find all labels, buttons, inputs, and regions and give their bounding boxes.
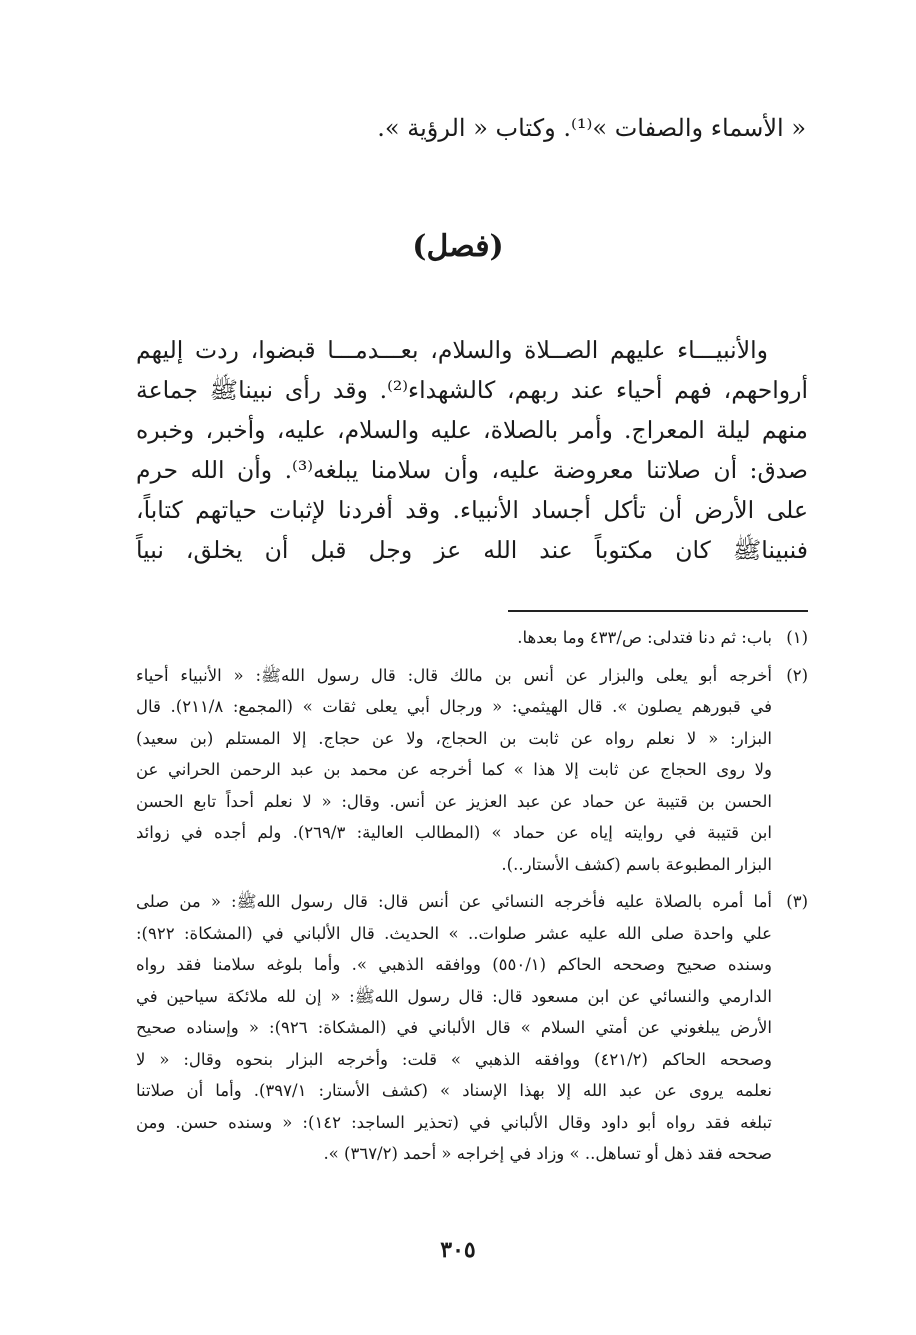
body-line: فنبيناﷺ كان مكتوباً عند الله عز وجل قبل أن يخلق، نبياً: [136, 536, 808, 564]
footnote-line: تبلغه فقد رواه أبو داود وقال الألباني في (تحذير الساجد: ١٤٢): « وسنده حسن. ومن: [136, 1112, 772, 1132]
body-line: صدق: أن صلاتنا معروضة عليه، وأن سلامنا يبلغه⁽³⁾. وأن الله حرم: [136, 456, 808, 484]
footnote-line: الحسن بن قتيبة عن حماد عن عبد العزيز عن أنس. وقال: « لا نعلم أحداً تابع الحسن: [136, 791, 772, 811]
body-line: منهم ليلة المعراج. وأمر بالصلاة، عليه والسلام، عليه، وأخبر، وخبره: [136, 416, 808, 444]
body-paragraph: [136, 330, 808, 570]
footnote-line: في قبورهم يصلون ». قال الهيثمي: « ورجال أبي يعلى ثقات » (المجمع: ٢١١/٨). قال: [136, 697, 772, 716]
footnote-line: وصححه الحاكم (٤٢١/٢) ووافقه الذهبي » قلت: وأخرجه البزار بنحوه وقال: « لا: [136, 1049, 772, 1069]
footnote-text: [136, 886, 772, 1170]
footnote-separator: [508, 610, 808, 612]
footnote-number: (٢): [786, 665, 808, 685]
footnote-number: (٣): [786, 892, 808, 911]
page-number: ٣٠٥: [440, 1237, 476, 1263]
top-line: « الأسماء والصفات »⁽¹⁾. وكتاب « الرؤية ».: [377, 114, 806, 142]
footnote-text: [136, 622, 772, 654]
footnote-line: الأرض يبلغوني عن أمتي السلام » قال الألباني في (المشكاة: ٩٢٦): « وإسناده صحيح: [136, 1018, 772, 1037]
footnote-line: نعلمه يروى عن عبد الله إلا بهذا الإسناد » (كشف الأستار: ٣٩٧/١). وأما أن صلاتنا: [136, 1081, 772, 1100]
footnote-line: البزار المطبوعة باسم (كشف الأستار..).: [501, 854, 772, 874]
footnote-line: أخرجه أبو يعلى والبزار عن أنس بن مالك قال: قال رسول اللهﷺ: « الأنبياء أحياء: [136, 665, 772, 685]
footnote-number: (١): [786, 628, 808, 647]
footnote-line: البزار: « لا نعلم رواه عن ثابت بن الحجاج، ولا عن حجاج. إلا المستلم (بن سعيد): [136, 728, 772, 748]
footnote-line: الدارمي والنسائي عن ابن مسعود قال: قال رسول اللهﷺ: « إن لله ملائكة سياحين في: [136, 986, 772, 1006]
footnote-line: صححه فقد ذهل أو تساهل.. » وزاد في إخراجه « أحمد (٣٦٧/٢) ».: [323, 1144, 772, 1163]
footnote-text: [136, 660, 772, 881]
footnote-line: أما أمره بالصلاة عليه فأخرجه النسائي عن أنس قال: قال رسول اللهﷺ: « من صلى: [136, 892, 772, 911]
body-line: على الأرض أن تأكل أجساد الأنبياء. وقد أفردنا لإثبات حياتهم كتاباً،: [136, 496, 808, 524]
footnotes: [136, 622, 808, 1176]
footnote-2: [136, 660, 808, 881]
footnote-line: باب: ثم دنا فتدلى: ص/٤٣٣ وما بعدها.: [517, 628, 772, 647]
footnote-line: علي واحدة صلى الله عليه عشر صلوات.. » الحديث. قال الألباني في (المشكاة: ٩٢٢):: [136, 923, 772, 943]
body-line: والأنبيـــاء عليهم الصــلاة والسلام، بعـــدمـــا قبضوا، ردت إليهم: [136, 336, 768, 364]
footnote-line: ولا روى الحجاج عن ثابت إلا هذا » كما أخرجه عن محمد بن عبد الرحمن الحراني عن: [136, 760, 772, 779]
footnote-line: وسنده صحيح وصححه الحاكم (٥٥٠/١) ووافقه الذهبي ». وأما بلوغه سلامنا فقد رواه: [136, 955, 772, 974]
footnote-1: [136, 622, 808, 654]
footnote-line: ابن قتيبة في روايته إياه عن حماد » (المطالب العالية: ٢٦٩/٣). ولم أجده في زوائد: [136, 823, 772, 842]
section-title: (فصل): [412, 229, 504, 264]
footnote-3: [136, 886, 808, 1170]
body-line: أرواحهم، فهم أحياء عند ربهم، كالشهداء⁽²⁾. وقد رأى نبيناﷺ جماعة: [136, 376, 808, 404]
